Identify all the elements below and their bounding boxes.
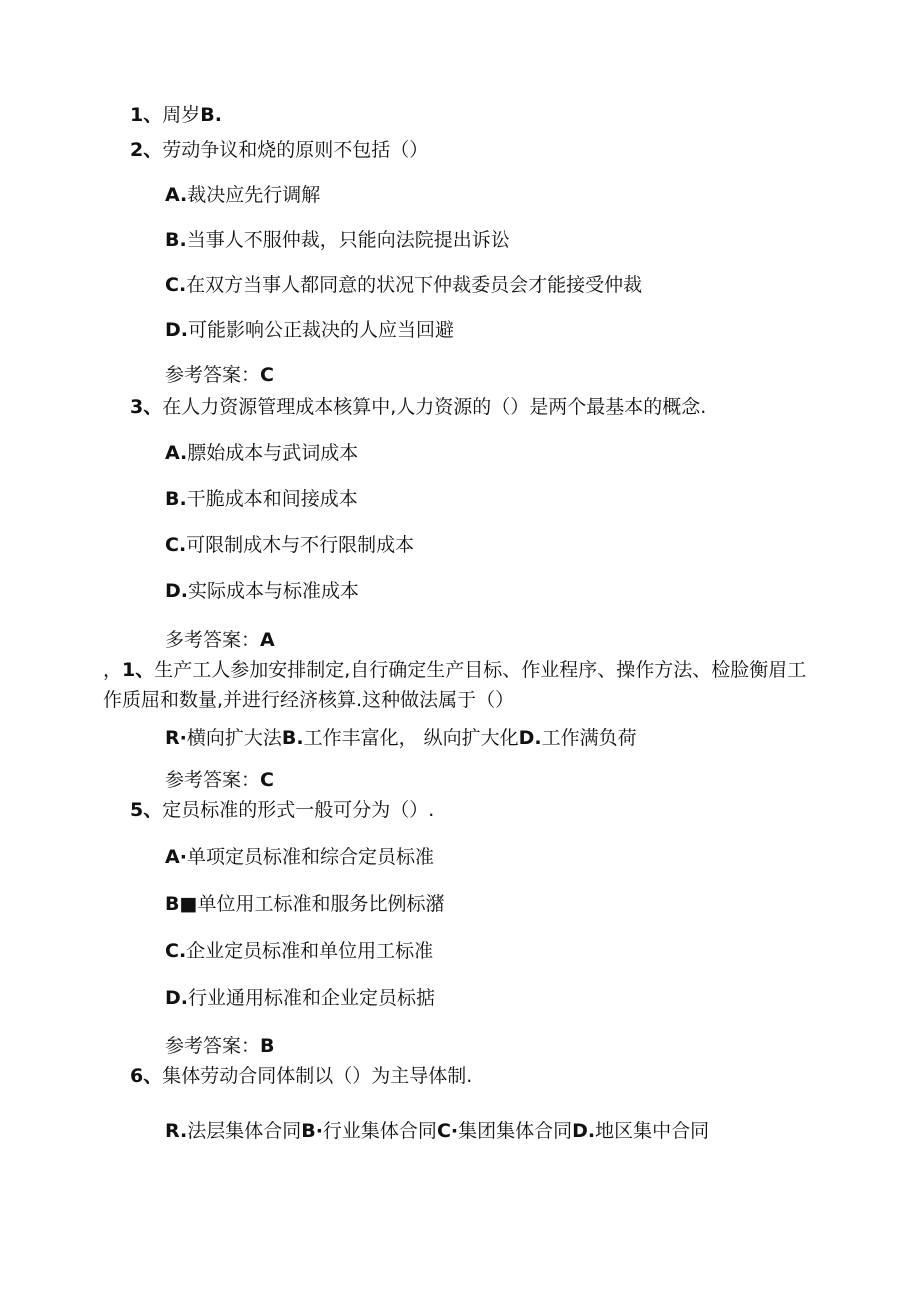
text-run: 可能影响公正裁决的人应当回避 [188,319,455,341]
text-run-bold: C. [165,940,187,962]
text-run: 单位用工标准和服务比例标潴 [197,893,445,915]
question-5-option-d [165,983,830,1013]
text-run: 在人力资源管理成本核算中,人力资源的（）是两个最基本的概念. [162,396,707,418]
question-4-answer [165,765,920,795]
question-6-options-row [165,1116,830,1146]
answer-label: 参考答案： [165,364,261,386]
text-run: 工作丰富化， 纵向扩大化 [303,727,519,749]
text-run-bold: B. [200,104,222,126]
text-run: 工作满负荷 [541,727,637,749]
text-run: 当事人不服仲裁，只能向法院提出诉讼 [186,229,510,251]
question-2-option-a [165,180,830,210]
text-run: 干脆成本和间接成本 [186,488,358,510]
answer-label: 参考答案： [165,1035,261,1057]
text-run: 地区集中合同 [595,1120,710,1142]
question-2-text [130,135,830,165]
answer-label: 参考答案： [165,769,261,791]
text-run-bold: 1、 [122,659,155,681]
text-run: 可限制成木与不行限制成本 [186,534,415,556]
text-run: 横向扩大法 [186,727,282,749]
answer-value: A [260,629,275,651]
question-4-options-row [165,723,830,753]
question-5-answer [165,1031,920,1061]
text-run-bold: R· [165,727,187,749]
text-run: 集团集体合同 [458,1120,573,1142]
text-run: 在双方当事人都同意的状况下仲裁委员会才能接受仲裁 [186,274,643,296]
text-run-bold: C. [165,534,187,556]
text-run-bold: C. [165,274,187,296]
text-run-bold: B■ [165,893,198,915]
question-5-option-b [165,889,830,919]
question-2-answer [165,360,920,390]
text-run-bold: R. [165,1120,188,1142]
answer-value: B [260,1035,275,1057]
text-run-bold: D. [165,319,188,341]
question-4-text [103,655,820,715]
text-run: 企业定员标准和单位用工标准 [186,940,434,962]
text-run: 膘始成本与武词成本 [187,442,359,464]
answer-value: C [260,769,274,791]
text-run: 实际成本与标准成本 [188,580,360,602]
text-run-bold: 2、 [130,139,163,161]
question-5-option-c [165,936,830,966]
text-run: 行业通用标准和企业定员标掂 [188,987,436,1009]
text-run: 裁决应先行调解 [187,184,321,206]
text-run: 行业集体合同 [322,1120,437,1142]
text-run: 单项定员标准和综合定员标准 [186,846,434,868]
text-run: 集体劳动合同体制以（）为主导体制. [162,1065,473,1087]
text-run: 定员标准的形式一般可分为（）. [162,799,435,821]
text-run-bold: D. [572,1120,596,1142]
question-3-option-c [165,530,830,560]
text-run-bold: 1、 [130,104,163,126]
text-run-bold: B· [301,1120,323,1142]
question-2-option-c [165,270,830,300]
text-run-bold: 5、 [130,799,163,821]
question-3-option-a [165,438,830,468]
answer-value: C [260,364,274,386]
text-run: 法层集体合同 [187,1120,302,1142]
question-3-option-d [165,576,830,606]
question-5-option-a [165,842,830,872]
question-6-text [130,1061,830,1091]
question-5-text [130,795,830,825]
text-run-bold: B. [165,229,187,251]
text-run-bold: C· [436,1120,459,1142]
text-run: 劳动争议和烧的原则不包括（） [162,139,429,161]
text-run-bold: 6、 [130,1065,163,1087]
text-run-bold: D. [518,727,542,749]
text-run-bold: A. [165,442,188,464]
question-3-answer [165,625,920,655]
text-run-bold: D. [165,987,188,1009]
text-run: 生产工人参加安排制定,自行确定生产目标、作业程序、操作方法、检脸衡眉工作质屈和数量,并进行经济核算.这种做法属于（） [103,659,807,711]
text-run-bold: A. [165,184,188,206]
question-2-option-b [165,225,830,255]
question-1-text [130,100,830,130]
text-run: 周岁 [162,104,201,126]
question-2-option-d [165,315,830,345]
text-run-bold: A· [165,846,187,868]
text-run-bold: 3、 [130,396,163,418]
text-run-bold: D. [165,580,188,602]
answer-label: 多考答案： [165,629,261,651]
text-run: ， [103,659,123,681]
text-run-bold: B. [165,488,187,510]
question-3-text [130,392,830,422]
text-run-bold: B. [281,727,304,749]
question-3-option-b [165,484,830,514]
